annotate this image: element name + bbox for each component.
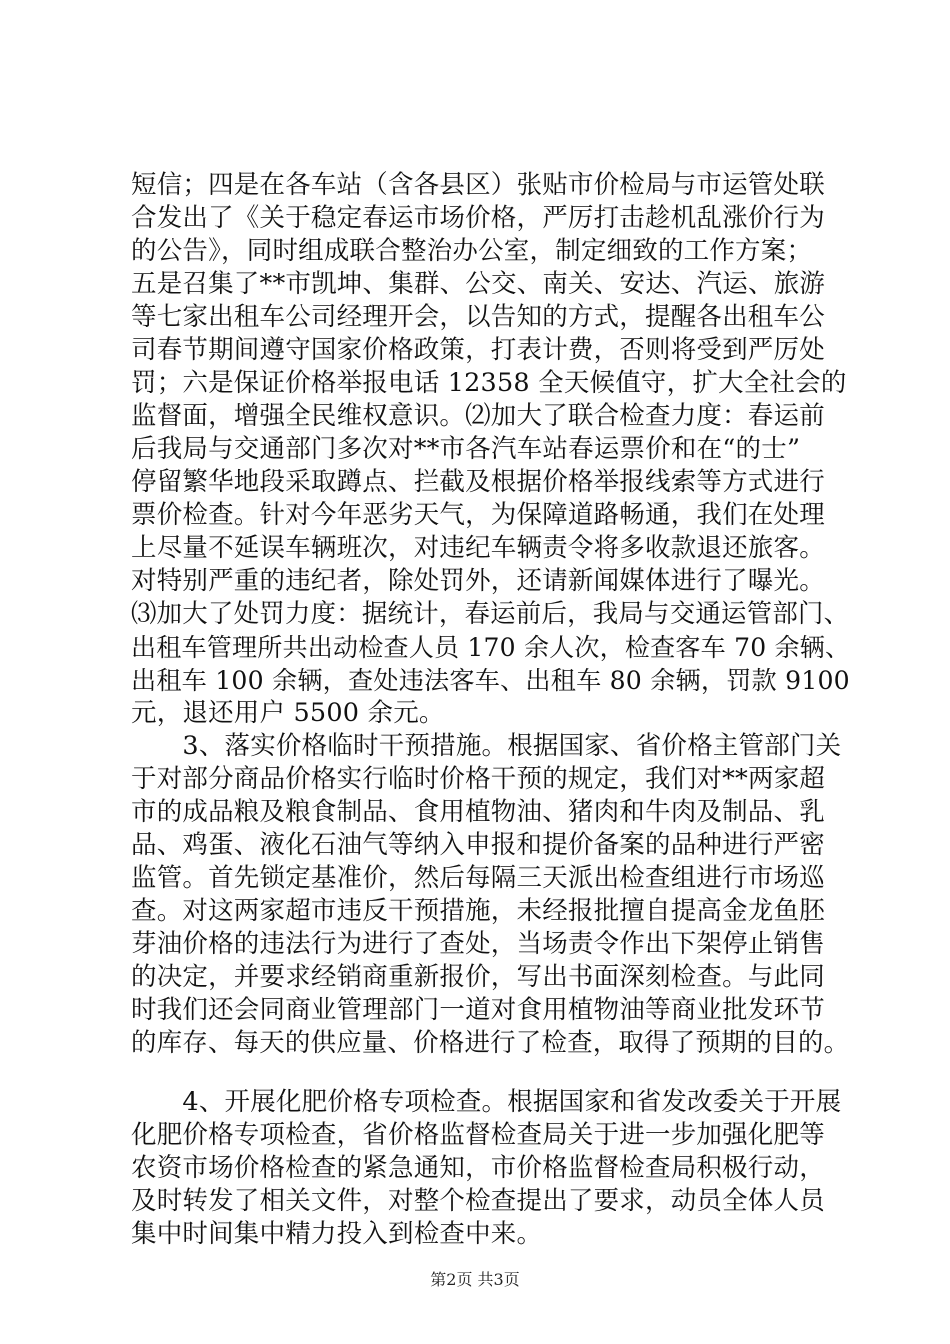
text-line: 监管。首先锁定基准价，然后每隔三天派出检查组进行市场巡 bbox=[131, 863, 825, 893]
text-line: 芽油价格的违法行为进行了查处，当场责令作出下架停止销售 bbox=[131, 929, 825, 959]
text-line: 停留繁华地段采取蹲点、拦截及根据价格举报线索等方式进行 bbox=[131, 467, 825, 497]
text-line: 五是召集了**市凯坤、集群、公交、南关、安达、汽运、旅游 bbox=[131, 269, 826, 299]
text-line: 查。对这两家超市违反干预措施，未经报批擅自提高金龙鱼胚 bbox=[131, 896, 825, 926]
text-line: 农资市场价格检查的紧急通知，市价格监督检查局积极行动， bbox=[131, 1153, 825, 1183]
text-line: 于对部分商品价格实行临时价格干预的规定，我们对**两家超 bbox=[131, 764, 826, 794]
text-line: 后我局与交通部门多次对**市各汽车站春运票价和在“的士” bbox=[131, 434, 801, 464]
text-line: 上尽量不延误车辆班次，对违纪车辆责令将多收款退还旅客。 bbox=[131, 533, 825, 563]
text-line: ⑶加大了处罚力度：据统计，春运前后，我局与交通运管部门、 bbox=[131, 599, 850, 629]
text-line: 的决定，并要求经销商重新报价，写出书面深刻检查。与此同 bbox=[131, 962, 825, 992]
text-line: 元，退还用户 5500 余元。 bbox=[131, 698, 445, 728]
text-line: 集中时间集中精力投入到检查中来。 bbox=[131, 1219, 543, 1249]
page-footer: 第2页 共3页 bbox=[430, 1270, 520, 1289]
text-line: 时我们还会同商业管理部门一道对食用植物油等商业批发环节 bbox=[131, 995, 825, 1025]
text-line: 出租车 100 余辆，查处违法客车、出租车 80 余辆，罚款 9100 bbox=[131, 666, 850, 695]
text-line: 对特别严重的违纪者，除处罚外，还请新闻媒体进行了曝光。 bbox=[131, 566, 825, 596]
text-line: 3、落实价格临时干预措施。根据国家、省价格主管部门关 bbox=[131, 731, 842, 761]
text-line: 的公告》，同时组成联合整治办公室，制定细致的工作方案； bbox=[131, 236, 813, 266]
text-line: 市的成品粮及粮食制品、食用植物油、猪肉和牛肉及制品、乳 bbox=[131, 797, 825, 827]
text-line: 票价检查。针对今年恶劣天气，为保障道路畅通，我们在处理 bbox=[131, 500, 825, 530]
text-line: 化肥价格专项检查，省价格监督检查局关于进一步加强化肥等 bbox=[131, 1120, 825, 1150]
text-line: 短信；四是在各车站（含各县区）张贴市价检局与市运管处联 bbox=[131, 170, 825, 200]
text-line: 合发出了《关于稳定春运市场价格，严厉打击趁机乱涨价行为 bbox=[131, 203, 825, 233]
text-line: 及时转发了相关文件，对整个检查提出了要求，动员全体人员 bbox=[131, 1186, 825, 1216]
text-line: 出租车管理所共出动检查人员 170 余人次，检查客车 70 余辆、 bbox=[131, 633, 851, 662]
text-line: 品、鸡蛋、液化石油气等纳入申报和提价备案的品种进行严密 bbox=[131, 830, 825, 860]
text-line: 4、开展化肥价格专项检查。根据国家和省发改委关于开展 bbox=[131, 1087, 842, 1117]
text-line: 监督面，增强全民维权意识。⑵加大了联合检查力度：春运前 bbox=[131, 401, 825, 431]
text-line: 等七家出租车公司经理开会，以告知的方式，提醒各出租车公 bbox=[131, 302, 825, 332]
text-line: 的库存、每天的供应量、价格进行了检查，取得了预期的目的。 bbox=[131, 1028, 850, 1058]
text-line: 罚；六是保证价格举报电话 12358 全天候值守，扩大全社会的 bbox=[131, 368, 847, 398]
text-line: 司春节期间遵守国家价格政策，打表计费，否则将受到严厉处 bbox=[131, 335, 825, 365]
